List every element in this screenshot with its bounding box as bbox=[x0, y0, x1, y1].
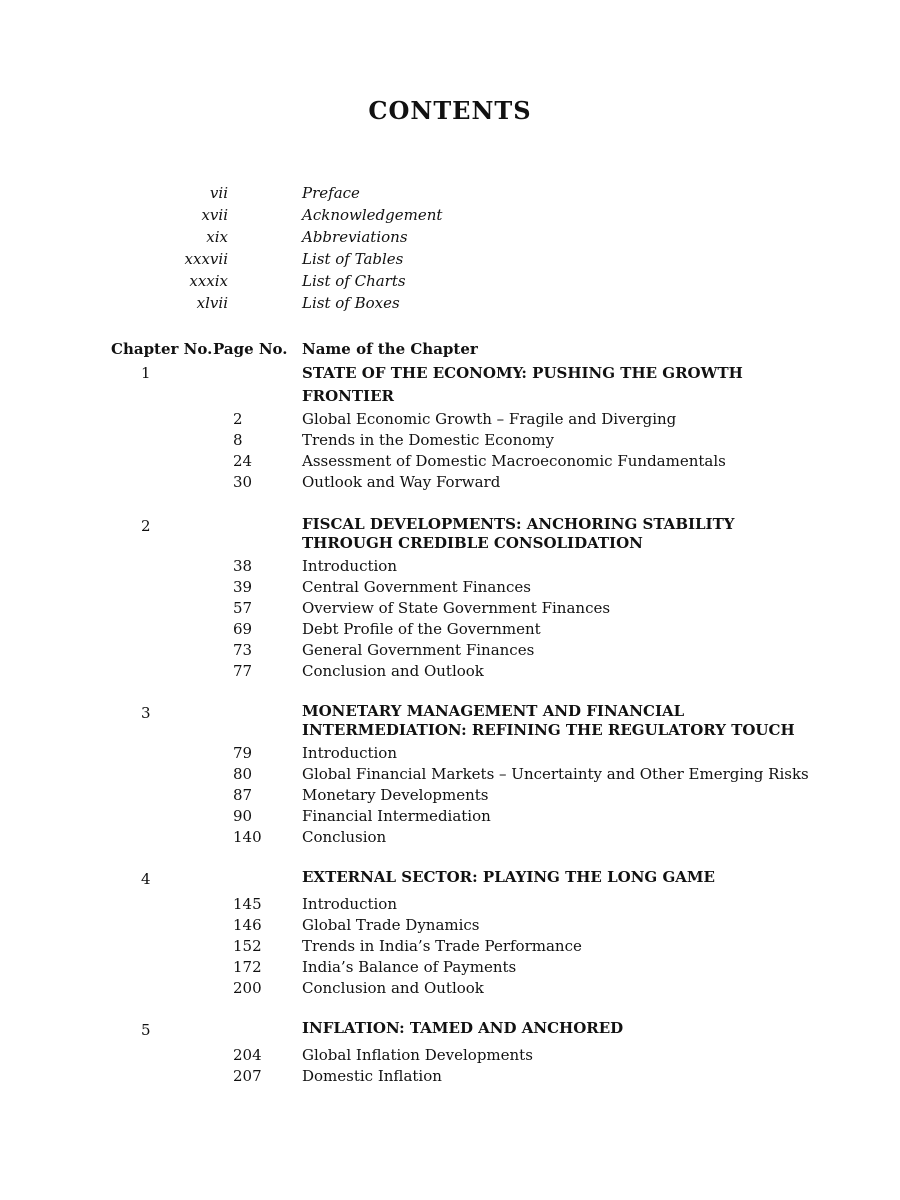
section-row bbox=[111, 827, 860, 848]
section-page: 200 bbox=[233, 979, 262, 997]
section-row bbox=[111, 936, 860, 957]
front-matter-row bbox=[111, 270, 900, 292]
chapter-title-line: MONETARY MANAGEMENT AND FINANCIAL bbox=[302, 702, 685, 720]
section-row bbox=[111, 978, 860, 999]
section-row bbox=[111, 409, 860, 430]
front-matter-page: xix bbox=[206, 228, 228, 246]
chapter-title-line: EXTERNAL SECTOR: PLAYING THE LONG GAME bbox=[302, 868, 715, 886]
front-matter-row bbox=[111, 226, 900, 248]
section-page: 146 bbox=[233, 916, 262, 934]
header-page-no: Page No. bbox=[213, 340, 288, 358]
chapter-title-line: FRONTIER bbox=[302, 387, 394, 405]
chapter-title bbox=[302, 702, 860, 740]
section-name: Global Financial Markets – Uncertainty and Other Emerging Risks bbox=[302, 765, 809, 783]
section-row bbox=[111, 661, 860, 682]
chapter-title-row bbox=[111, 362, 860, 408]
section-name: Introduction bbox=[302, 895, 397, 913]
section-name: India’s Balance of Payments bbox=[302, 958, 517, 976]
front-matter-page: xxxix bbox=[189, 272, 228, 290]
section-row bbox=[111, 764, 860, 785]
chapter-title-line: INFLATION: TAMED AND ANCHORED bbox=[302, 1019, 624, 1037]
page-title: CONTENTS bbox=[368, 96, 532, 125]
chapter-title-line: FISCAL DEVELOPMENTS: ANCHORING STABILITY bbox=[302, 515, 735, 533]
front-matter-page: xvii bbox=[201, 206, 228, 224]
front-matter-label: Preface bbox=[302, 184, 360, 202]
section-name: Global Trade Dynamics bbox=[302, 916, 480, 934]
section-name: Financial Intermediation bbox=[302, 807, 491, 825]
front-matter-page: vii bbox=[209, 184, 228, 202]
section-page: 90 bbox=[233, 807, 253, 825]
section-row bbox=[111, 915, 860, 936]
section-name: Introduction bbox=[302, 557, 397, 575]
section-list bbox=[111, 743, 860, 848]
section-name: Assessment of Domestic Macroeconomic Fundamentals bbox=[302, 452, 726, 470]
section-list bbox=[111, 894, 860, 999]
chapter-number: 4 bbox=[141, 870, 151, 888]
section-page: 77 bbox=[233, 662, 253, 680]
toc-table bbox=[0, 338, 900, 1087]
front-matter-list bbox=[0, 182, 900, 314]
front-matter-label: List of Tables bbox=[302, 250, 404, 268]
front-matter-page: xlvii bbox=[196, 294, 228, 312]
section-page: 57 bbox=[233, 599, 253, 617]
chapter-title bbox=[302, 868, 860, 891]
front-matter-label: Abbreviations bbox=[302, 228, 408, 246]
section-name: Conclusion and Outlook bbox=[302, 979, 484, 997]
chapter-title-line: INTERMEDIATION: REFINING THE REGULATORY TOUCH bbox=[302, 721, 795, 739]
section-row bbox=[111, 957, 860, 978]
section-row bbox=[111, 619, 860, 640]
spacer bbox=[213, 515, 302, 553]
section-page: 8 bbox=[233, 431, 243, 449]
section-page: 79 bbox=[233, 744, 253, 762]
section-page: 38 bbox=[233, 557, 253, 575]
front-matter-row bbox=[111, 292, 900, 314]
toc-header-row bbox=[111, 338, 860, 360]
front-matter-label: List of Charts bbox=[302, 272, 406, 290]
chapter-title-row bbox=[111, 515, 860, 553]
front-matter-row bbox=[111, 204, 900, 226]
section-name: General Government Finances bbox=[302, 641, 535, 659]
chapter-title-line: STATE OF THE ECONOMY: PUSHING THE GROWTH bbox=[302, 364, 743, 382]
section-name: Debt Profile of the Government bbox=[302, 620, 541, 638]
chapter-title bbox=[302, 362, 860, 408]
chapter-title bbox=[302, 1019, 860, 1042]
section-page: 39 bbox=[233, 578, 253, 596]
section-page: 207 bbox=[233, 1067, 262, 1085]
section-row bbox=[111, 1066, 860, 1087]
section-page: 30 bbox=[233, 473, 253, 491]
section-list bbox=[111, 556, 860, 682]
front-matter-label: Acknowledgement bbox=[302, 206, 443, 224]
section-name: Introduction bbox=[302, 744, 397, 762]
chapter-block-1 bbox=[111, 362, 860, 493]
section-row bbox=[111, 472, 860, 493]
section-row bbox=[111, 451, 860, 472]
front-matter-page: xxxvii bbox=[184, 250, 228, 268]
section-name: Central Government Finances bbox=[302, 578, 531, 596]
section-page: 140 bbox=[233, 828, 262, 846]
section-row bbox=[111, 577, 860, 598]
section-row bbox=[111, 640, 860, 661]
chapter-title-row bbox=[111, 702, 860, 740]
chapter-title-row bbox=[111, 868, 860, 891]
section-row bbox=[111, 556, 860, 577]
chapter-number: 5 bbox=[141, 1021, 151, 1039]
section-name: Overview of State Government Finances bbox=[302, 599, 611, 617]
chapter-number: 2 bbox=[141, 517, 151, 535]
section-row bbox=[111, 806, 860, 827]
section-page: 69 bbox=[233, 620, 253, 638]
section-row bbox=[111, 894, 860, 915]
section-name: Global Inflation Developments bbox=[302, 1046, 533, 1064]
section-name: Global Economic Growth – Fragile and Diverging bbox=[302, 410, 677, 428]
section-page: 80 bbox=[233, 765, 253, 783]
section-name: Conclusion and Outlook bbox=[302, 662, 484, 680]
spacer bbox=[213, 868, 302, 891]
spacer bbox=[213, 362, 302, 408]
chapter-block-2 bbox=[111, 515, 860, 682]
header-chapter-name: Name of the Chapter bbox=[302, 340, 478, 358]
spacer bbox=[213, 702, 302, 740]
section-page: 87 bbox=[233, 786, 253, 804]
front-matter-row bbox=[111, 248, 900, 270]
header-chapter-no: Chapter No. bbox=[111, 340, 213, 358]
section-row bbox=[111, 743, 860, 764]
section-page: 24 bbox=[233, 452, 253, 470]
chapter-title-line: THROUGH CREDIBLE CONSOLIDATION bbox=[302, 534, 643, 552]
section-row bbox=[111, 785, 860, 806]
chapter-block-5 bbox=[111, 1019, 860, 1087]
section-page: 152 bbox=[233, 937, 262, 955]
section-page: 204 bbox=[233, 1046, 262, 1064]
chapter-number: 1 bbox=[141, 364, 151, 382]
section-row bbox=[111, 598, 860, 619]
section-list bbox=[111, 1045, 860, 1087]
section-name: Domestic Inflation bbox=[302, 1067, 442, 1085]
chapter-block-4 bbox=[111, 868, 860, 999]
section-page: 73 bbox=[233, 641, 253, 659]
section-page: 2 bbox=[233, 410, 243, 428]
section-page: 172 bbox=[233, 958, 262, 976]
chapter-title bbox=[302, 515, 860, 553]
spacer bbox=[213, 1019, 302, 1042]
section-name: Monetary Developments bbox=[302, 786, 489, 804]
chapter-block-3 bbox=[111, 702, 860, 848]
section-name: Trends in India’s Trade Performance bbox=[302, 937, 582, 955]
chapter-title-row bbox=[111, 1019, 860, 1042]
section-row bbox=[111, 1045, 860, 1066]
section-page: 145 bbox=[233, 895, 262, 913]
section-name: Conclusion bbox=[302, 828, 387, 846]
section-name: Outlook and Way Forward bbox=[302, 473, 501, 491]
section-name: Trends in the Domestic Economy bbox=[302, 431, 554, 449]
section-list bbox=[111, 409, 860, 493]
front-matter-label: List of Boxes bbox=[302, 294, 400, 312]
section-row bbox=[111, 430, 860, 451]
chapter-number: 3 bbox=[141, 704, 151, 722]
front-matter-row bbox=[111, 182, 900, 204]
